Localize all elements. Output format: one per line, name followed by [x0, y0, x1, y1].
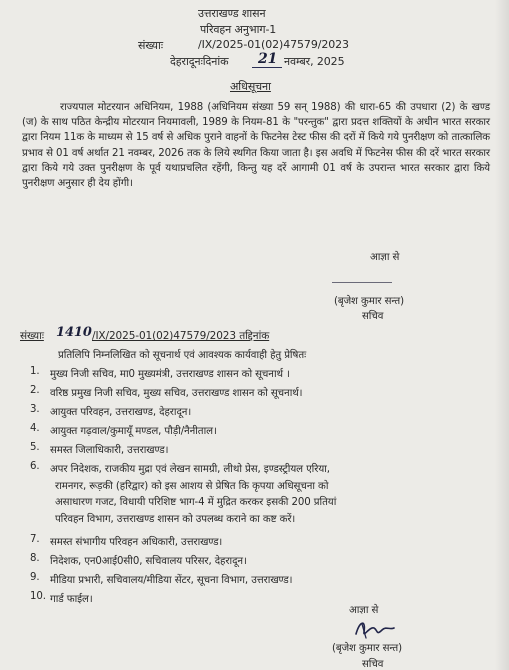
list-item-number: 4.	[30, 423, 40, 434]
signature-name-2: (बृजेश कुमार सन्त)	[332, 643, 402, 654]
signature-designation-2: सचिव	[362, 659, 384, 670]
copy-intro: प्रतिलिपि निम्नलिखित को सूचनार्थ एवं आवश्यक कार्यवाही हेतु प्रेषितः	[58, 350, 307, 361]
list-item-text: गार्ड फाईल।	[50, 594, 93, 605]
signature-designation-1: सचिव	[362, 311, 384, 322]
list-item-text: आयुक्त परिवहन, उत्तराखण्ड, देहरादून।	[50, 407, 192, 418]
list-item-text: मुख्य निजी सचिव, मा0 मुख्यमंत्री, उत्तराखण्ड शासन को सूचनार्थ ।	[50, 369, 290, 380]
list-item	[30, 366, 290, 380]
list-item-number: 8.	[30, 553, 40, 564]
list-item	[30, 572, 292, 586]
reference-number: /IX/2025-01(02)47579/2023	[198, 38, 349, 51]
list-item-number: 3.	[30, 404, 40, 415]
date-rest: नवम्बर, 2025	[284, 55, 345, 68]
copy-reference-label: संख्याः	[20, 330, 44, 342]
list-item-text: मीडिया प्रभारी, सचिवालय/मीडिया सेंटर, सूचना विभाग, उत्तराखण्ड।	[50, 575, 293, 586]
list-item-text: निदेशक, एन0आई0सी0, सचिवालय परिसर, देहरादून।	[50, 556, 247, 567]
government-name: उत्तराखण्ड शासन	[198, 7, 266, 20]
list-item-text: समस्त संभागीय परिवहन अधिकारी, उत्तराखण्ड।	[50, 537, 223, 548]
list-item-text: वरिष्ठ प्रमुख निजी सचिव, मुख्य सचिव, उत्तराखण्ड शासन को सूचनार्थ।	[50, 388, 303, 399]
signature-scribble-2	[352, 616, 398, 642]
list-item-number: 2.	[30, 385, 40, 396]
reference-label: संख्याः	[138, 39, 164, 52]
list-item	[30, 534, 222, 548]
list-item-text: समस्त जिलाधिकारी, उत्तराखण्ड।	[50, 445, 169, 456]
section-name: परिवहन अनुभाग-1	[200, 23, 277, 36]
list-item-text: अपर निदेशक, राजकीय मुद्रा एवं लेखन सामग्री, लीथो प्रेस, इण्डस्ट्रीयल एरिया,	[50, 464, 330, 475]
place-date-prefix: देहरादूनःदिनांक	[170, 55, 229, 68]
list-item	[30, 423, 217, 437]
list-item-number: 9.	[30, 572, 40, 583]
list-item-text: आयुक्त गढ़वाल/कुमायूँ मण्डल, पौड़ी/नैनीताल।	[50, 426, 217, 437]
notification-title: अधिसूचना	[230, 80, 271, 93]
signature-name-1: (बृजेश कुमार सन्त)	[334, 296, 404, 307]
list-item-number: 6.	[30, 461, 40, 472]
list-item-text-continuation: असाधारण गजट, विधायी परिशिष्ट भाग-4 में मुद्रित करकर इसकी 200 प्रतियां	[55, 497, 337, 508]
date-underline	[252, 67, 282, 68]
signature-mark-1	[332, 282, 392, 283]
date-day-handwritten: 21	[258, 51, 278, 67]
scan-edge-shadow	[495, 0, 509, 670]
signature-order-1: आज्ञा से	[370, 252, 400, 263]
list-item-text-continuation: परिवहन विभाग, उत्तराखण्ड शासन को उपलब्ध कराने का कष्ट करें।	[55, 513, 296, 525]
list-item-number: 7.	[30, 534, 40, 545]
list-item	[30, 404, 191, 418]
list-item	[30, 553, 247, 567]
list-item	[30, 591, 93, 605]
list-item	[30, 442, 168, 456]
copy-reference-number: /IX/2025-01(02)47579/2023 तद्दिनांक	[92, 330, 270, 342]
list-item	[30, 385, 302, 399]
signature-order-2: आज्ञा से	[349, 605, 379, 616]
list-item-number: 1.	[30, 366, 40, 377]
list-item-text-continuation: रामनगर, रूड़की (हरिद्वार) को इस आशय से प्रेषित कि कृपया अधिसूचना को	[55, 480, 329, 492]
list-item-number: 5.	[30, 442, 40, 453]
list-item-number: 10.	[30, 591, 46, 602]
copy-reference-handwritten: 1410	[56, 325, 92, 340]
list-item	[30, 461, 330, 475]
notification-paragraph: राज्यपाल मोटरयान अधिनियम, 1988 (अधिनियम संख्या 59 सन् 1988) की धारा-65 की उपधारा (2) के खण्ड (ज) के साथ पठित केन्द्रीय मोटरयान नियमावली, 1989 के नियम-81 के "परन्तुक" द्वारा प्रदत्त शक्तियों के अधीन भारत सरकार द्वारा नियम 11क के माध्यम से 15 वर्ष से अधिक पुराने वाहनों के फिटनेस टेस्ट फीस की दरों में किये गये पुनरीक्षण को तात्कालिक प्रभाव से 01 वर्ष अर्थात 21 नवम्बर, 2026 तक के लिये स्थगित किया जाता है। इस अवधि में फिटनेस फीस की दरें भारत सरकार द्वारा किये गये उक्त पुनरीक्षण के पूर्व यथाप्रचलित रहेंगी, किन्तु यह दरें आगामी 01 वर्ष के उपरान्त भारत सरकार द्वारा किये पुनरीक्षण अनुसार ही देय होंगी।	[22, 102, 490, 190]
